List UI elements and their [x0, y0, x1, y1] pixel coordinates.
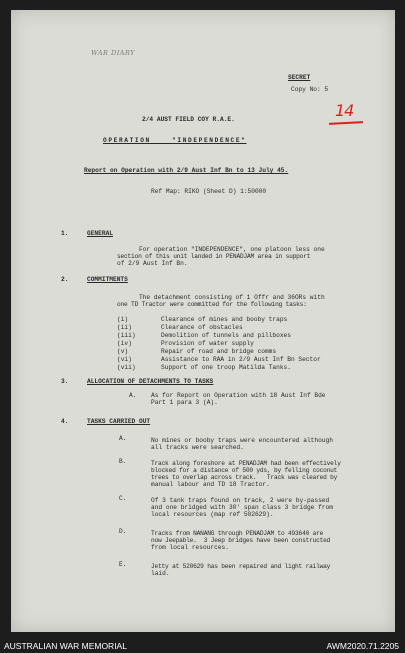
- copy-number: Copy No: 5: [291, 86, 329, 93]
- ref-map: Ref Map: RIKO (Sheet D) 1:50000: [151, 188, 267, 195]
- task-item-text: Clearance of mines and booby traps: [161, 316, 288, 323]
- section-3-letter: A.: [129, 392, 137, 399]
- task-item-number: (vi): [117, 356, 132, 363]
- pencil-annotation: WAR DIARY: [91, 49, 135, 57]
- task-item-number: (ii): [117, 324, 132, 331]
- task-e-letter: E.: [119, 561, 127, 568]
- task-e-line: Jetty at 520629 has been repaired and light railway: [151, 563, 331, 570]
- footer-accession: AWM2020.71.2205: [326, 641, 399, 651]
- section-1-line: For operation "INDEPENDENCE", one platoon less one: [139, 246, 325, 253]
- section-2-intro: one TD Tractor were committed for the following tasks:: [117, 301, 307, 308]
- task-d-line: from local resources.: [151, 544, 229, 551]
- task-item-text: Demolition of tunnels and pillboxes: [161, 332, 291, 339]
- task-item-text: Clearance of obstacles: [161, 324, 243, 331]
- section-3-number: 3.: [61, 378, 69, 385]
- document-page: [11, 10, 395, 632]
- task-item-text: Provision of water supply: [161, 340, 254, 347]
- task-item-number: (iii): [117, 332, 136, 339]
- task-c-line: and one bridged with 30' span class 3 bridge from: [151, 504, 333, 511]
- report-title: Report on Operation with 2/9 Aust Inf Bn to 13 July 45.: [84, 167, 289, 174]
- operation-title: OPERATION "INDEPENDENCE": [103, 137, 247, 144]
- task-item-text: Support of one troop Matilda Tanks.: [161, 364, 291, 371]
- task-item-number: (i): [117, 316, 129, 323]
- task-b-line: trees to overlap across track. Track was cleared by: [151, 474, 338, 481]
- task-a-line: all tracks were searched.: [151, 444, 244, 451]
- task-a-letter: A.: [119, 435, 127, 442]
- task-item-number: (iv): [117, 340, 132, 347]
- section-1-number: 1.: [61, 230, 69, 237]
- classification-label: SECRET: [288, 74, 311, 81]
- section-2-intro: The detachment consisting of 1 Offr and 36ORs with: [139, 294, 325, 301]
- task-b-line: manual labour and TD 18 Tractor.: [151, 481, 270, 488]
- task-d-line: Tracks from NANANG through PENADJAM to 493640 are: [151, 530, 324, 537]
- section-2-number: 2.: [61, 276, 69, 283]
- task-b-line: blocked for a distance of 500 yds, by felling coconut: [151, 467, 338, 474]
- task-item-number: (vii): [117, 364, 136, 371]
- task-c-line: Of 3 tank traps found on track, 2 were by-passed: [151, 497, 330, 504]
- footer-source: AUSTRALIAN WAR MEMORIAL: [4, 641, 127, 651]
- unit-name: 2/4 AUST FIELD COY R.A.E.: [142, 116, 235, 123]
- task-b-letter: B.: [119, 458, 127, 465]
- task-item-number: (v): [117, 348, 129, 355]
- task-item-text: Assistance to RAA in 2/9 Aust Inf Bn Sector: [161, 356, 321, 363]
- section-1-heading: GENERAL: [87, 230, 113, 237]
- task-item-text: Repair of road and bridge comms: [161, 348, 277, 355]
- task-c-line: local resources (map ref 502629).: [151, 511, 274, 518]
- task-d-letter: D.: [119, 528, 127, 535]
- section-3-line: As for Report on Operation with 18 Aust Inf Bde: [151, 392, 326, 399]
- section-4-number: 4.: [61, 418, 69, 425]
- section-1-line: of 2/9 Aust Inf Bn.: [117, 260, 188, 267]
- section-3-heading: ALLOCATION OF DETACHMENTS TO TASKS: [87, 378, 214, 385]
- section-4-heading: TASKS CARRIED OUT: [87, 418, 151, 425]
- section-1-line: section of this unit landed in PENADJAM area in support: [117, 253, 311, 260]
- section-2-heading: COMMITMENTS: [87, 276, 128, 283]
- task-a-line: No mines or booby traps were encountered although: [151, 437, 333, 444]
- task-c-letter: C.: [119, 495, 127, 502]
- task-d-line: now Jeepable. 3 Jeep bridges have been constructed: [151, 537, 331, 544]
- folio-mark: 14: [335, 101, 354, 120]
- task-b-line: Track along foreshore at PENADJAM had been effectively: [151, 460, 341, 467]
- folio-underline: [329, 121, 363, 124]
- section-3-line: Part 1 para 3 (A).: [151, 399, 218, 406]
- task-e-line: laid.: [151, 570, 170, 577]
